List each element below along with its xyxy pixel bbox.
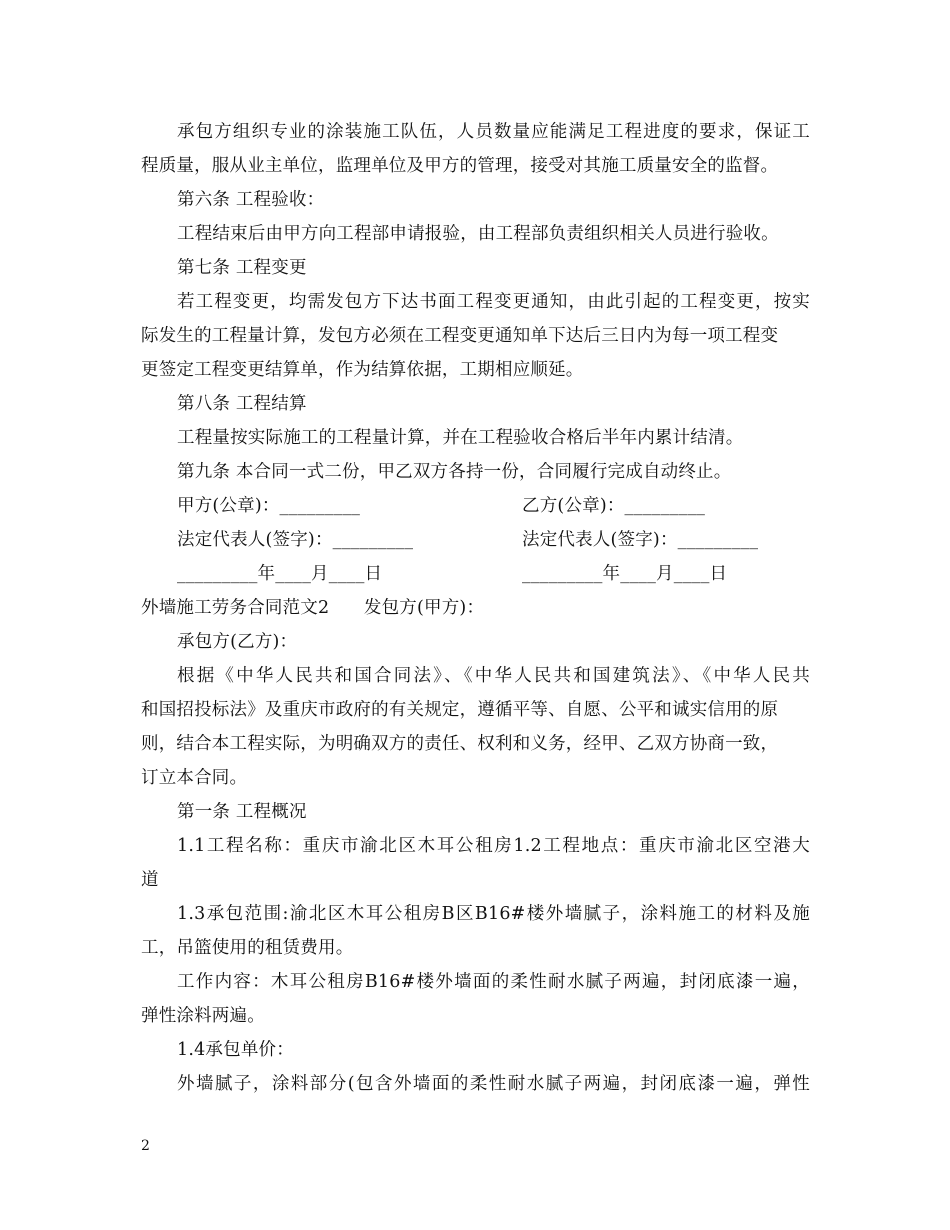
paragraph-line: 和国招投标法》及重庆市政府的有关规定，遵循平等、自愿、公平和诚实信用的原 <box>141 700 779 720</box>
section-heading: 第一条 工程概况 <box>177 802 307 822</box>
paragraph-line: 程质量，服从业主单位，监理单位及甲方的管理，接受对其施工质量安全的监督。 <box>141 156 779 176</box>
party-a-representative: 法定代表人(签字)：_________ <box>177 530 414 550</box>
paragraph-line: 弹性涂料两遍。 <box>141 1006 265 1026</box>
section-heading: 第八条 工程结算 <box>177 394 307 414</box>
paragraph-line: 工，吊篮使用的租赁费用。 <box>141 938 354 958</box>
paragraph-line: 道 <box>141 870 159 890</box>
page-number: 2 <box>141 1138 150 1154</box>
paragraph-line: 工程量按实际施工的工程量计算，并在工程验收合格后半年内累计结清。 <box>177 428 744 448</box>
paragraph-line: 1.4承包单价： <box>177 1040 294 1060</box>
paragraph-line: 订立本合同。 <box>141 768 248 788</box>
paragraph-line: 工作内容：木耳公租房B16#楼外墙面的柔性耐水腻子两遍，封闭底漆一遍， <box>177 972 810 992</box>
paragraph-line: 根据《中华人民共和国合同法》、《中华人民共和国建筑法》、《中华人民共 <box>177 666 810 686</box>
paragraph-line: 际发生的工程量计算，发包方必须在工程变更通知单下达后三日内为每一项工程变 <box>141 326 779 346</box>
paragraph-line: 1.3承包范围:渝北区木耳公租房B区B16#楼外墙腻子，涂料施工的材料及施 <box>177 904 810 924</box>
paragraph-line: 更签定工程变更结算单，作为结算依据，工期相应顺延。 <box>141 360 584 380</box>
paragraph-line: 则，结合本工程实际，为明确双方的责任、权利和义务，经甲、乙双方协商一致， <box>141 734 779 754</box>
party-b-representative: 法定代表人(签字)：_________ <box>522 530 759 550</box>
document-subtitle: 外墙施工劳务合同范文2 发包方(甲方)： <box>141 598 485 618</box>
paragraph-line: 第九条 本合同一式二份，甲乙双方各持一份，合同履行完成自动终止。 <box>177 462 732 482</box>
party-a-date: _________年____月____日 <box>177 564 383 584</box>
paragraph-line: 若工程变更，均需发包方下达书面工程变更通知，由此引起的工程变更，按实 <box>177 292 810 312</box>
party-b-date: _________年____月____日 <box>522 564 728 584</box>
party-b-seal: 乙方(公章)：_________ <box>522 496 706 516</box>
party-a-seal: 甲方(公章)：_________ <box>177 496 361 516</box>
paragraph-line: 工程结束后由甲方向工程部申请报验，由工程部负责组织相关人员进行验收。 <box>177 224 779 244</box>
paragraph-line: 外墙腻子，涂料部分(包含外墙面的柔性耐水腻子两遍，封闭底漆一遍，弹性 <box>177 1074 810 1094</box>
paragraph-line: 1.1工程名称：重庆市渝北区木耳公租房1.2工程地点：重庆市渝北区空港大 <box>177 836 810 856</box>
paragraph-line: 承包方(乙方)： <box>177 632 298 652</box>
section-heading: 第六条 工程验收： <box>177 190 325 210</box>
paragraph-line: 承包方组织专业的涂装施工队伍，人员数量应能满足工程进度的要求，保证工 <box>177 122 810 142</box>
section-heading: 第七条 工程变更 <box>177 258 307 278</box>
